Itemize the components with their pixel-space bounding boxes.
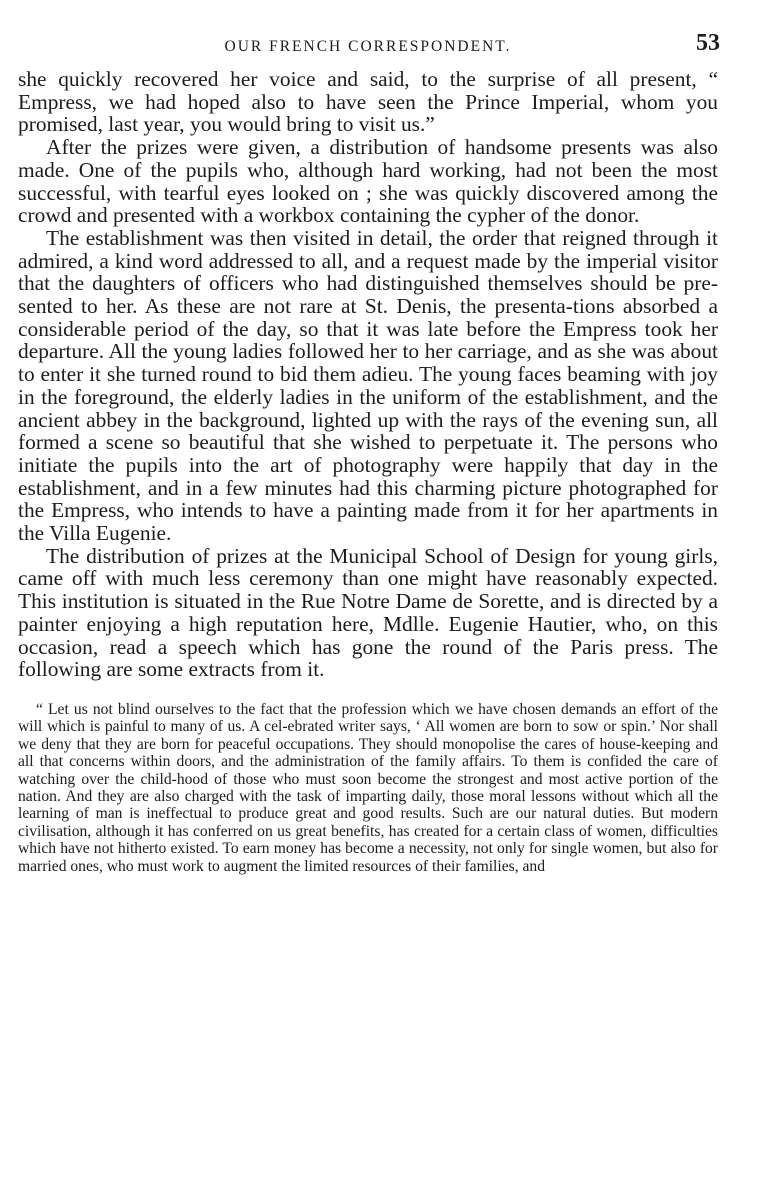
running-header: [18, 28, 718, 68]
speech-extract-text: “ Let us not blind ourselves to the fact that the profession which we have chosen demands an effort of the will which is painful to many of us. A cel-ebrated writer says, ‘ All women are born to sow or spin.’ Nor shall we deny that they are born for peaceful occupations. They should monopolise the cares of house-keeping and all that concerns within doors, and the administration of the family affairs. To them is confided the care of watching over the child-hood of those who must soon become the strongest and most active portion of the nation. And they are also charged with the task of imparting daily, those moral lessons without which all the learning of man is ineffectual to produce great and good results. Such are our natural duties. But modern civilisation, although it has conferred on us great benefits, has created for a certain class of women, difficulties which have not hitherto existed. To earn money has become a necessity, not only for single women, but also for married ones, who must work to augment the limited resources of their families, and: [18, 700, 718, 875]
paragraph-prizes: After the prizes were given, a distribution of handsome presents was also made. One of the pupils who, although hard working, had not been the most successful, with tearful eyes looked on ; she was quickly discovered among the crowd and presented with a workbox containing the cypher of the donor.: [18, 135, 718, 228]
body-text: [18, 68, 718, 681]
paragraph-establishment: The establishment was then visited in detail, the order that reigned through it admired, a kind word addressed to all, and a request made by the imperial visitor that the daughters of officers who had distinguished themselves should be pre-sented to her. As these are not rare at St. Denis, the presenta-tions absorbed a considerable period of the day, so that it was late before the Empress took her departure. All the young ladies followed her to her carriage, and as she was about to enter it she turned round to bid them adieu. The young faces beaming with joy in the foreground, the elderly ladies in the uniform of the establishment, and the ancient abbey in the background, lighted up with the rays of the evening sun, all formed a scene so beautiful that she wished to perpetuate it. The persons who initiate the pupils into the art of photography were happily that day in the establishment, and in a few minutes had this charming picture photographed for the Empress, who intends to have a painting made from it for her apartments in the Villa Eugenie.: [18, 225, 718, 546]
paragraph-municipal-school: The distribution of prizes at the Municipal School of Design for young girls, came off with much less ceremony than one might have reasonably expected. This institution is situated in the Rue Notre Dame de Sorette, and is directed by a painter enjoying a high reputation here, Mdlle. Eugenie Hautier, who, on this occasion, read a speech which has gone the round of the Paris press. The following are some extracts from it.: [18, 543, 718, 682]
speech-extract: [18, 701, 718, 875]
running-title: OUR FRENCH CORRESPONDENT.: [224, 38, 512, 55]
page-number: 53: [696, 30, 720, 56]
paragraph-continued: she quickly recovered her voice and said, to the surprise of all present, “ Empress, we had hoped also to have seen the Prince Imperial, whom you promised, last year, you would bring to visit us.”: [18, 67, 718, 137]
book-page: [18, 28, 718, 875]
